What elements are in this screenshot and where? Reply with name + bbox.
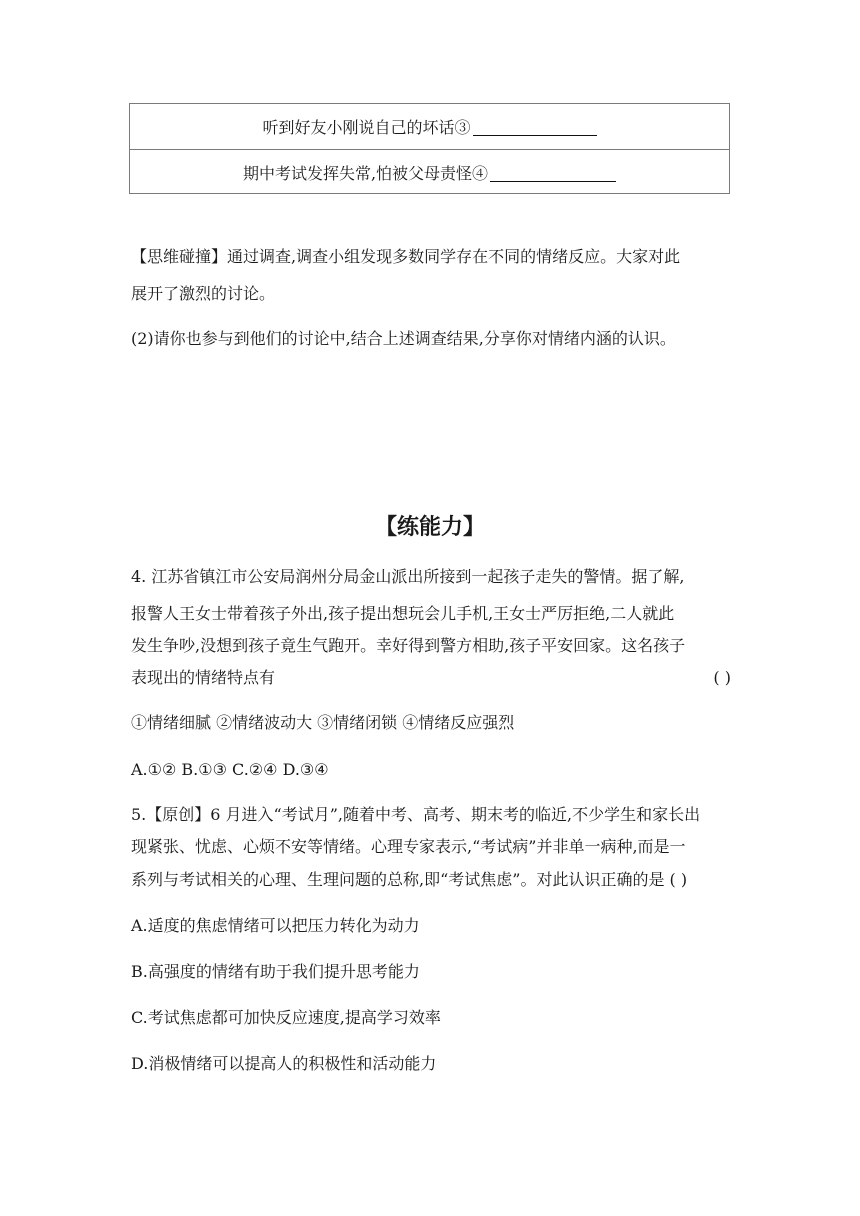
answer-blank[interactable] (490, 163, 616, 182)
q4-statements: ①情绪细腻 ②情绪波动大 ③情绪闭锁 ④情绪反应强烈 (131, 713, 515, 732)
q4-line-2: 报警人王女士带着孩子外出,孩子提出想玩会儿手机,王女士严厉拒绝,二人就此 (131, 604, 675, 623)
survey-table (129, 103, 730, 194)
thinking-line-2: 展开了激烈的讨论。 (131, 284, 276, 303)
question-2: (2)请你也参与到他们的讨论中,结合上述调查结果,分享你对情绪内涵的认识。 (131, 329, 676, 348)
q5-option-c[interactable]: C.考试焦虑都可加快反应速度,提高学习效率 (131, 1008, 441, 1027)
table-row (130, 149, 729, 194)
thinking-line-1: 【思维碰撞】通过调查,调查小组发现多数同学存在不同的情绪反应。大家对此 (131, 247, 681, 266)
answer-paren[interactable]: ( ) (713, 668, 731, 687)
q4-options: A.①② B.①③ C.②④ D.③④ (131, 760, 329, 779)
answer-blank[interactable] (473, 117, 597, 136)
section-title: 【练能力】 (374, 515, 485, 540)
q5-option-b[interactable]: B.高强度的情绪有助于我们提升思考能力 (131, 962, 420, 981)
table-row-text: 听到好友小刚说自己的坏话③ (262, 118, 471, 137)
q5-line-1: 5.【原创】6 月进入“考试月”,随着中考、高考、期末考的临近,不少学生和家长出 (131, 805, 701, 824)
q4-line-3: 发生争吵,没想到孩子竟生气跑开。幸好得到警方相助,孩子平安回家。这名孩子 (131, 636, 686, 655)
table-row (130, 104, 729, 149)
q5-line-2: 现紧张、忧虑、心烦不安等情绪。心理专家表示,“考试病”并非单一病种,而是一 (131, 837, 686, 856)
q4-line-4 (131, 664, 731, 691)
q5-line-3: 系列与考试相关的心理、生理问题的总称,即“考试焦虑”。对此认识正确的是 ( ) (131, 870, 688, 889)
q4-line-1: 4. 江苏省镇江市公安局润州分局金山派出所接到一起孩子走失的警情。据了解, (131, 567, 685, 586)
q5-option-a[interactable]: A.适度的焦虑情绪可以把压力转化为动力 (131, 916, 420, 935)
table-row-text: 期中考试发挥失常,怕被父母责怪④ (242, 163, 489, 183)
q4-line-4-text: 表现出的情绪特点有 (131, 668, 276, 687)
q5-option-d[interactable]: D.消极情绪可以提高人的积极性和活动能力 (131, 1054, 437, 1073)
